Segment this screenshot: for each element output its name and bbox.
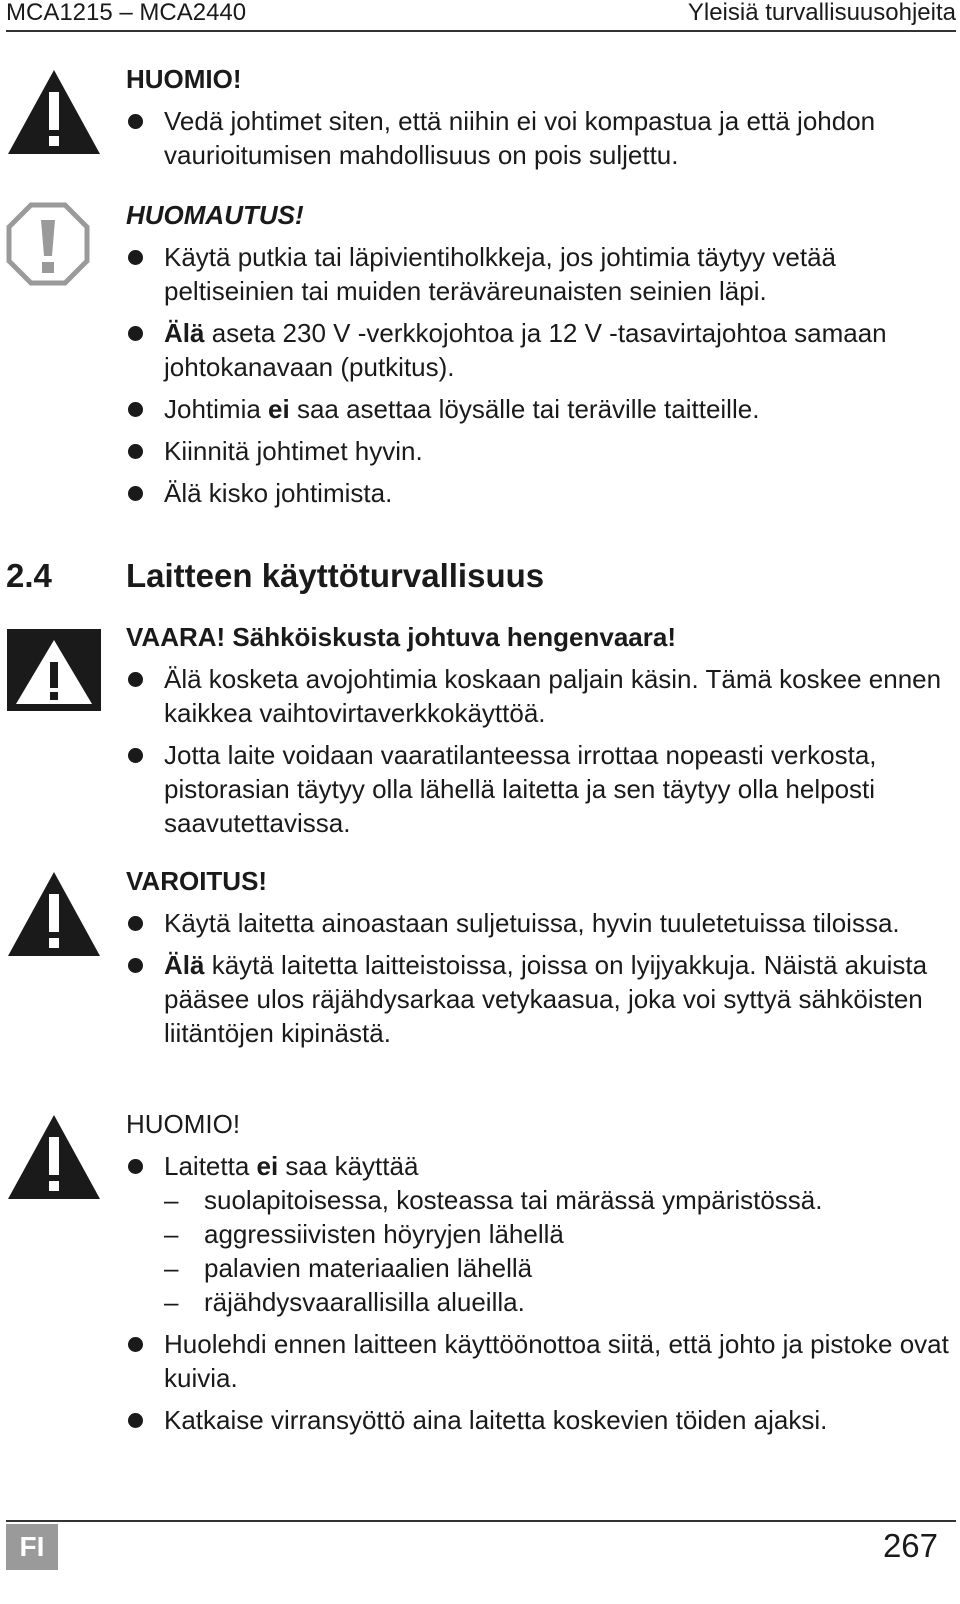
language-badge: FI — [6, 1524, 58, 1570]
header-model: MCA1215 – MCA2440 — [6, 0, 247, 26]
section-number: 2.4 — [6, 557, 52, 594]
bullet-icon — [128, 672, 143, 687]
warning-triangle-icon — [6, 1113, 102, 1201]
list-item: Käytä laitetta ainoastaan suljetuissa, hyvin tuuletetuissa tiloissa. — [126, 906, 952, 940]
sub-list-item: – aggressiivisten höyryjen lähellä — [164, 1219, 564, 1249]
list-item: Älä kosketa avojohtimia koskaan paljain käsin. Tämä koskee ennen kaikkea vaihtovirtaverkkokäyttöä. — [126, 662, 952, 730]
list-item: Älä aseta 230 V -verkkojohtoa ja 12 V -tasavirtajohtoa samaan johtokanavaan (putkitus). — [126, 316, 952, 384]
page-header — [6, 0, 956, 32]
bullet-icon — [128, 1337, 143, 1352]
list-item: Vedä johtimet siten, että niihin ei voi kompastua ja että johdon vaurioitumisen mahdollisuus on pois suljettu. — [126, 104, 952, 172]
list-item: Käytä putkia tai läpivientiholkkeja, jos johtimia täytyy vetää peltiseinien tai muiden teräväreunaisten seinien läpi. — [126, 240, 952, 308]
bullet-icon — [128, 486, 143, 501]
header-chapter: Yleisiä turvallisuusohjeita — [687, 0, 956, 26]
bullet-icon — [128, 402, 143, 417]
bullet-icon — [128, 114, 143, 129]
notice-title: VAARA! Sähköiskusta johtuva hengenvaara! — [126, 622, 676, 652]
list-item: Laitetta ei saa käyttää – suolapitoisessa, kosteassa tai märässä ympäristössä. – aggressiivisten höyryjen lähellä – palavien materiaalien lähellä – räjähdysvaarallisilla alueilla. — [126, 1149, 952, 1319]
notice-octagon-icon — [6, 202, 90, 286]
bullet-icon — [128, 444, 143, 459]
warning-triangle-icon — [6, 68, 102, 156]
bullet-icon — [128, 326, 143, 341]
footer-rule — [6, 1520, 956, 1522]
list-item: Johtimia ei saa asettaa löysälle tai teräville taitteille. — [126, 392, 952, 426]
sub-list-item: – palavien materiaalien lähellä — [164, 1253, 533, 1283]
bullet-icon — [128, 1413, 143, 1428]
bullet-icon — [128, 1159, 143, 1174]
warning-triangle-icon — [6, 870, 102, 958]
list-item: Katkaise virransyöttö aina laitetta koskevien töiden ajaksi. — [126, 1403, 952, 1437]
notice-title: HUOMIO! — [126, 1109, 241, 1139]
notice-title: VAROITUS! — [126, 866, 268, 896]
sub-list-item: – räjähdysvaarallisilla alueilla. — [164, 1287, 525, 1317]
list-item: Jotta laite voidaan vaaratilanteessa irrottaa nopeasti verkosta, pistorasian täytyy olla lähellä laitetta ja sen täytyy olla helposti saavutettavissa. — [126, 738, 952, 840]
sub-list-item: – suolapitoisessa, kosteassa tai märässä ympäristössä. — [164, 1185, 823, 1215]
list-item: Kiinnitä johtimet hyvin. — [126, 434, 952, 468]
notice-title: HUOMAUTUS! — [126, 200, 304, 230]
bullet-icon — [128, 916, 143, 931]
page-number: 267 — [882, 1527, 938, 1564]
notice-title: HUOMIO! — [126, 64, 242, 94]
list-item: Huolehdi ennen laitteen käyttöönottoa siitä, että johto ja pistoke ovat kuivia. — [126, 1327, 952, 1395]
bullet-icon — [128, 250, 143, 265]
danger-warning-icon — [6, 628, 102, 712]
list-item: Älä käytä laitetta laitteistoissa, joissa on lyijyakkuja. Näistä akuista pääsee ulos räjähdysarkaa vetykaasua, joka voi syttyä sähköisten liitäntöjen kipinästä. — [126, 948, 952, 1050]
bullet-icon — [128, 958, 143, 973]
section-title: Laitteen käyttöturvallisuus — [126, 557, 545, 594]
list-item: Älä kisko johtimista. — [126, 476, 952, 510]
bullet-icon — [128, 748, 143, 763]
sub-list — [164, 1183, 952, 1319]
